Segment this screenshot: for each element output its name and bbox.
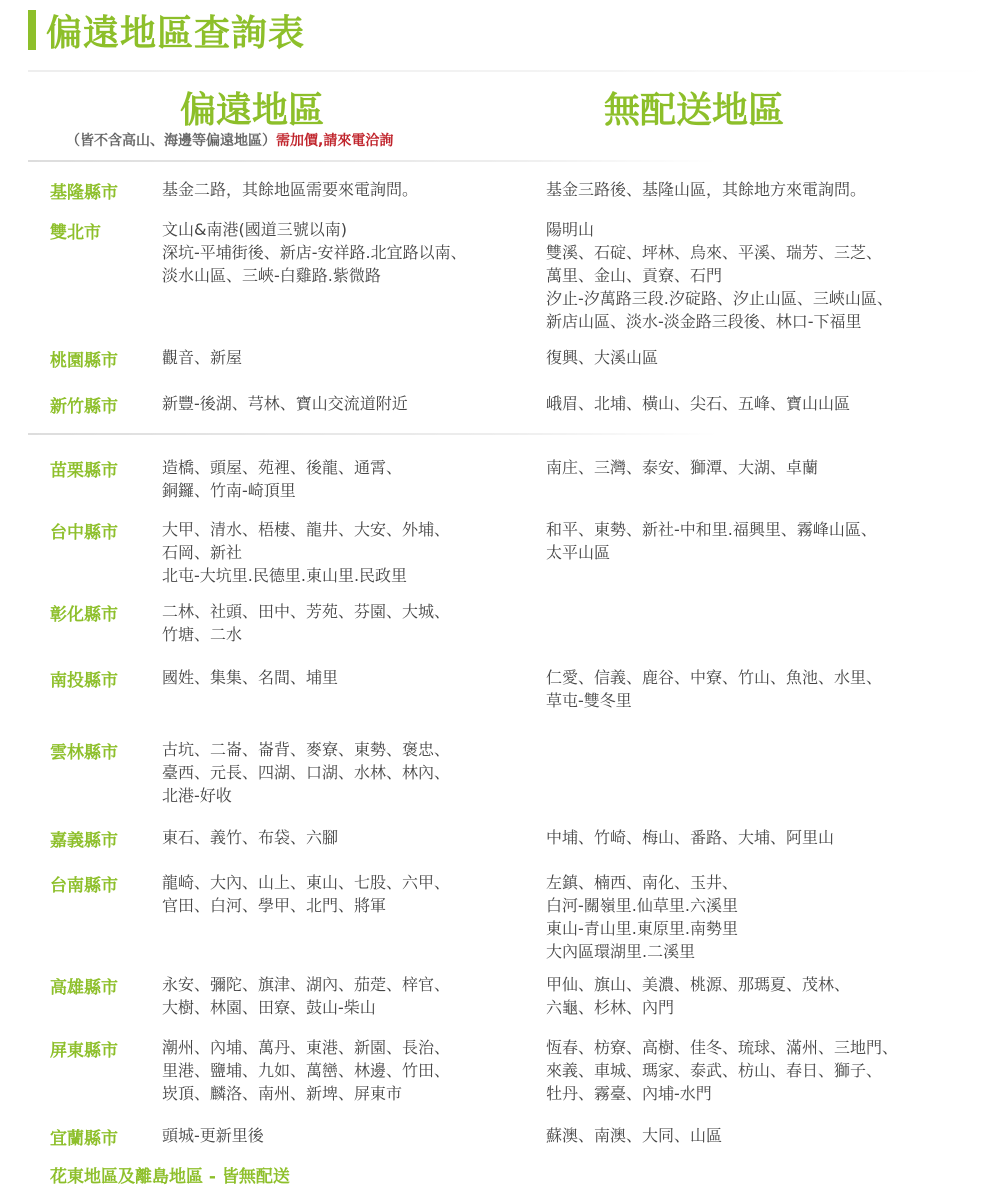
remote-area-line: 淡水山區、三峽-白雞路.紫微路 (162, 266, 381, 285)
region-name: 台南縣市 (50, 876, 118, 896)
no-delivery-areas (546, 666, 986, 712)
no-delivery-area-line: 大內區環湖里.二溪里 (546, 942, 696, 961)
no-delivery-area-line: 汐止-汐萬路三段.汐碇路、汐止山區、三峽山區、 (546, 289, 893, 308)
remote-area-line: 國姓、集集、名間、埔里 (162, 668, 339, 687)
remote-areas (162, 218, 532, 287)
no-delivery-area-line: 白河-關嶺里.仙草里.六溪里 (546, 896, 738, 915)
remote-area-line: 深坑-平埔街後、新店-安祥路.北宜路以南、 (162, 243, 467, 262)
remote-column-heading: 偏遠地區 (180, 90, 325, 131)
no-delivery-area-line: 基金三路後、基隆山區，其餘地方來電詢問。 (546, 180, 867, 199)
no-delivery-area-line: 南庄、三灣、泰安、獅潭、大湖、卓蘭 (546, 458, 819, 477)
region-name: 南投縣市 (50, 671, 118, 691)
surcharge-note (66, 130, 393, 150)
no-delivery-area-line: 和平、東勢、新社-中和里.福興里、霧峰山區、 (546, 520, 877, 539)
remote-area-line: 東石、義竹、布袋、六腳 (162, 828, 339, 847)
remote-area-line: 銅鑼、竹南-崎頂里 (162, 481, 296, 500)
region-name: 屏東縣市 (50, 1041, 118, 1061)
remote-area-line: 崁頂、麟洛、南州、新埤、屏東市 (162, 1084, 403, 1103)
no-delivery-area-line: 牡丹、霧臺、內埔-水門 (546, 1084, 712, 1103)
no-delivery-area-line: 陽明山 (546, 220, 595, 239)
no-delivery-area-line: 六龜、杉林、內門 (546, 998, 675, 1017)
no-delivery-area-line: 雙溪、石碇、坪林、烏來、平溪、瑞芳、三芝、 (546, 243, 883, 262)
divider (28, 433, 718, 435)
remote-area-line: 造橋、頭屋、苑裡、後龍、通霄、 (162, 458, 403, 477)
remote-area-line: 北港-好收 (162, 786, 232, 805)
region-name: 新竹縣市 (50, 397, 118, 417)
remote-area-line: 基金二路，其餘地區需要來電詢問。 (162, 180, 419, 199)
no-delivery-area-line: 峨眉、北埔、橫山、尖石、五峰、寶山山區 (546, 394, 851, 413)
no-delivery-area-line: 草屯-雙冬里 (546, 691, 632, 710)
no-delivery-area-line: 復興、大溪山區 (546, 348, 659, 367)
page-title: 偏遠地區查詢表 (46, 12, 306, 54)
no-delivery-area-line: 中埔、竹崎、梅山、番路、大埔、阿里山 (546, 828, 835, 847)
remote-areas (162, 1036, 532, 1105)
note-text: （皆不含高山、海邊等偏遠地區） (66, 133, 276, 149)
no-delivery-areas (546, 518, 986, 564)
region-name: 雲林縣市 (50, 743, 118, 763)
no-delivery-areas (546, 871, 986, 963)
no-delivery-area-line: 萬里、金山、貢寮、石門 (546, 266, 723, 285)
region-name: 嘉義縣市 (50, 831, 118, 851)
footer-note: 花東地區及離島地區 - 皆無配送 (50, 1167, 290, 1187)
no-delivery-areas (546, 218, 986, 333)
remote-area-line: 大甲、清水、梧棲、龍井、大安、外埔、 (162, 520, 451, 539)
no-delivery-area-line: 太平山區 (546, 543, 611, 562)
no-delivery-areas (546, 346, 986, 369)
no-delivery-area-line: 仁愛、信義、鹿谷、中寮、竹山、魚池、水里、 (546, 668, 883, 687)
remote-area-line: 文山&南港(國道三號以南) (162, 220, 347, 239)
region-name: 宜蘭縣市 (50, 1129, 118, 1149)
remote-area-line: 竹塘、二水 (162, 625, 243, 644)
remote-areas (162, 666, 532, 689)
remote-area-line: 永安、彌陀、旗津、湖內、茄萣、梓官、 (162, 975, 451, 994)
remote-areas (162, 738, 532, 807)
remote-areas (162, 518, 532, 587)
region-name: 苗栗縣市 (50, 461, 118, 481)
no-delivery-area-line: 左鎮、楠西、南化、玉井、 (546, 873, 739, 892)
remote-areas (162, 1124, 532, 1147)
remote-areas (162, 456, 532, 502)
remote-area-line: 臺西、元長、四湖、口湖、水林、林內、 (162, 763, 451, 782)
no-delivery-areas (546, 456, 986, 479)
divider (28, 160, 718, 162)
no-delivery-areas (546, 178, 986, 201)
no-delivery-areas (546, 1124, 986, 1147)
remote-area-line: 官田、白河、學甲、北門、將軍 (162, 896, 387, 915)
no-delivery-area-line: 東山-青山里.東原里.南勢里 (546, 919, 738, 938)
remote-areas (162, 346, 532, 369)
remote-area-line: 石岡、新社 (162, 543, 243, 562)
remote-area-line: 觀音、新屋 (162, 348, 243, 367)
region-name: 台中縣市 (50, 523, 118, 543)
no-delivery-column-heading: 無配送地區 (604, 90, 785, 131)
remote-areas (162, 871, 532, 917)
no-delivery-area-line: 蘇澳、南澳、大同、山區 (546, 1126, 723, 1145)
remote-area-line: 大樹、林園、田寮、鼓山-柴山 (162, 998, 376, 1017)
remote-area-line: 頭城-更新里後 (162, 1126, 264, 1145)
remote-areas (162, 392, 532, 415)
no-delivery-area-line: 恆春、枋寮、高樹、佳冬、琉球、滿州、三地門、 (546, 1038, 899, 1057)
no-delivery-areas (546, 826, 986, 849)
region-name: 高雄縣市 (50, 978, 118, 998)
remote-area-line: 二林、社頭、田中、芳苑、芬園、大城、 (162, 602, 451, 621)
remote-area-line: 潮州、內埔、萬丹、東港、新園、長治、 (162, 1038, 451, 1057)
no-delivery-area-line: 來義、車城、瑪家、泰武、枋山、春日、獅子、 (546, 1061, 883, 1080)
note-surcharge-text: 需加價,請來電洽詢 (276, 133, 394, 149)
region-name: 基隆縣市 (50, 183, 118, 203)
no-delivery-area-line: 新店山區、淡水-淡金路三段後、林口-下福里 (546, 312, 862, 331)
remote-areas (162, 973, 532, 1019)
remote-areas (162, 826, 532, 849)
no-delivery-areas (546, 973, 986, 1019)
remote-area-line: 古坑、二崙、崙背、麥寮、東勢、褒忠、 (162, 740, 451, 759)
remote-areas (162, 600, 532, 646)
remote-area-line: 北屯-大坑里.民德里.東山里.民政里 (162, 566, 408, 585)
page-header (28, 8, 305, 52)
remote-area-line: 龍崎、大內、山上、東山、七股、六甲、 (162, 873, 451, 892)
title-accent-bar (28, 10, 36, 50)
region-name: 彰化縣市 (50, 605, 118, 625)
divider (28, 70, 988, 72)
remote-area-line: 里港、鹽埔、九如、萬巒、林邊、竹田、 (162, 1061, 451, 1080)
remote-area-line: 新豐-後湖、芎林、寶山交流道附近 (162, 394, 408, 413)
region-name: 桃園縣市 (50, 351, 118, 371)
region-name: 雙北市 (50, 223, 101, 243)
no-delivery-areas (546, 392, 986, 415)
remote-areas (162, 178, 532, 201)
no-delivery-areas (546, 1036, 986, 1105)
no-delivery-area-line: 甲仙、旗山、美濃、桃源、那瑪夏、茂林、 (546, 975, 851, 994)
